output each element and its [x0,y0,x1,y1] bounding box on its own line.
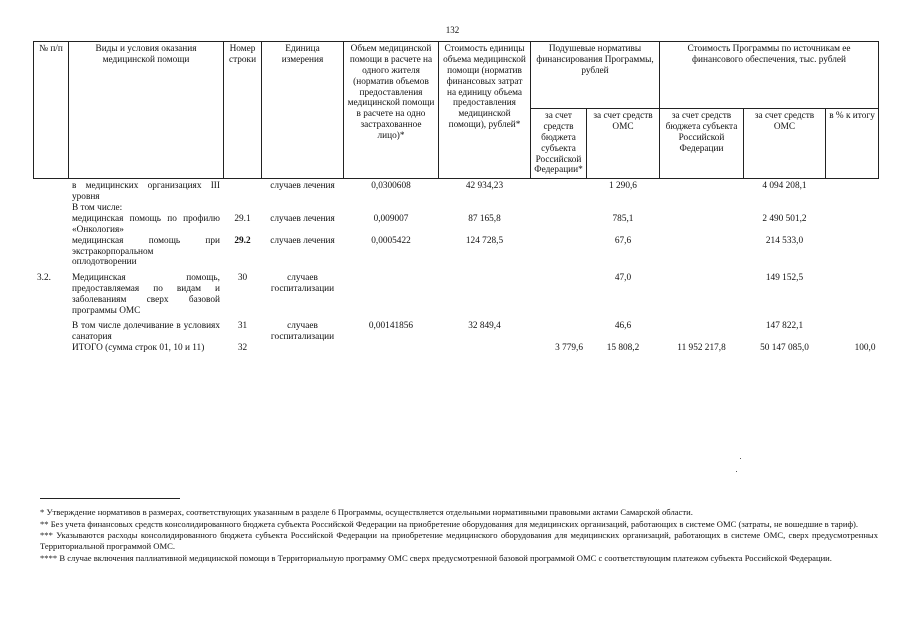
cell-name: Медицинская помощь, предоставляемая по видам и заболеваниям сверх базовой программы ОМС [72,273,220,316]
cell-pc-budget [531,317,587,343]
cell-name: ИТОГО (сумма строк 01, 10 и 11) [72,342,205,353]
header-percapita-group: Подушевые нормативы финансирования Программы, рублей [531,42,660,109]
cell-volume [344,203,439,214]
cell-pct: 100,0 [854,342,876,353]
cell-pc-oms: 46,6 [614,320,632,331]
cell-volume: 0,0300608 [371,181,411,192]
scan-speck [736,471,737,472]
cell-pc-oms: 47,0 [614,273,632,284]
cell-c-oms: 214 533,0 [765,235,804,246]
cell-cost [439,268,531,317]
header-percapita-budget: за счет средств бюджета субъекта Российской Федерации* [531,109,587,179]
cell-unit: случаев лечения [270,235,335,246]
cell-cost: 87 165,8 [468,213,501,224]
header-percapita-oms: за счет средств ОМС [587,109,660,179]
table-body [34,179,879,354]
cell-pc-oms [587,203,660,214]
footnotes [40,507,878,565]
cell-pct [826,268,879,317]
scan-speck [740,458,741,459]
cell-c-budget: 11 952 217,8 [677,342,726,353]
cell-unit [262,203,344,214]
cell-c-oms: 149 152,5 [765,273,804,284]
cell-volume: 0,00141856 [368,320,414,331]
cell-pc-oms: 1 290,6 [609,181,637,192]
cell-cost [439,343,531,354]
cell-c-oms: 50 147 085,0 [760,342,809,353]
cell-name: В том числе долечивание в условиях санатория [72,320,220,342]
cell-num [34,236,69,269]
cell-c-budget [660,317,744,343]
cell-pc-oms: 67,6 [614,235,632,246]
cell-c-budget [660,179,744,203]
page-number: 132 [445,25,460,35]
cell-pc-oms: 785,1 [612,213,634,224]
cell-cost: 42 934,23 [465,181,504,192]
table-row [34,214,879,236]
header-cost-group: Стоимость Программы по источникам ее финансового обеспечения, тыс. рублей [660,42,879,109]
cell-name: в медицинских организациях III уровня [72,181,220,203]
table-row [34,236,879,269]
cell-cost: 124 728,5 [465,235,504,246]
cell-line [224,203,262,214]
header-cost-oms: за счет средств ОМС [744,109,826,179]
cell-unit: случаев лечения [270,181,335,192]
cell-pc-budget [531,236,587,269]
cell-c-budget [660,236,744,269]
cell-line: 32 [237,342,248,353]
cell-num [34,203,69,214]
cell-name: медицинская помощь по профилю «Онкология» [72,213,220,235]
cell-line: 29.2 [234,235,251,246]
cell-volume: 0,0005422 [371,235,411,246]
cell-c-budget [660,203,744,214]
cell-name: медицинская помощь при экстракорпоральном оплодотворении [72,235,220,268]
cell-num [34,343,69,354]
cell-unit [262,343,344,354]
table-row [34,268,879,317]
cell-pct [826,317,879,343]
cell-line: 30 [237,273,248,284]
cell-num [34,214,69,236]
cell-pct [826,214,879,236]
table-row [34,203,879,214]
cell-pct [826,236,879,269]
footnote: ** Без учета финансовых средств консолидированного бюджета субъекта Российской Федерации на приобретение оборудования для медицинских организаций, работающих в системе ОМС (затраты, не вошедшие в тариф). [40,518,859,529]
header-line: Номер строки [224,42,262,179]
header-cost-pct: в % к итогу [826,109,879,179]
cell-c-oms: 2 490 501,2 [762,213,807,224]
cell-c-budget [660,214,744,236]
program-cost-table [33,41,879,353]
cell-line [224,179,262,203]
cell-c-budget [660,268,744,317]
cell-pc-budget [531,268,587,317]
header-kind: Виды и условия оказания медицинской помощи [69,42,224,179]
header-cost: Стоимость единицы объема медицинской помощи (норматив финансовых затрат на единицу объема предоставления медицинской помощи), рублей* [439,42,531,179]
cell-volume: 0,009007 [373,213,409,224]
cell-pct [826,203,879,214]
cell-pct [826,179,879,203]
cell-pc-oms: 15 808,2 [606,342,640,353]
footnote: **** В случае включения паллиативной медицинской помощи в Территориальную программу ОМС сверх предусмотренной базовой программой ОМС с соответствующим платежом субъекта Российской Федерации. [40,552,832,563]
table-header [34,42,879,179]
header-num: № п/п [34,42,69,179]
cell-c-oms [744,203,826,214]
cell-c-oms: 4 094 208,1 [762,181,807,192]
cell-name: В том числе: [72,203,123,213]
footnote-divider [40,498,180,499]
cell-num [34,317,69,343]
cell-num: 3.2. [37,273,51,284]
table-row-total [34,343,879,354]
footnote: *** Указываются расходы консолидированного бюджета субъекта Российской Федерации на приобретение медицинского оборудования для медицинских организаций, работающих в системе ОМС, сверх предусмотренных Территориальной программой ОМС. [40,530,878,552]
cell-volume [344,343,439,354]
cell-unit: случаев лечения [270,213,335,224]
cell-cost [439,203,531,214]
footnote: * Утверждение нормативов в размерах, соответствующих указанным в разделе 6 Программы, осуществляется отдельными нормативными правовыми актами Самарской области. [40,507,693,517]
cell-line: 31 [237,320,248,331]
cell-unit: случаев госпитализации [270,320,335,342]
cell-cost: 32 849,4 [468,320,501,331]
cell-pc-budget [531,203,587,214]
cell-num [34,179,69,203]
cell-c-oms: 147 822,1 [765,320,804,331]
cell-line: 29.1 [234,213,251,224]
cell-pc-budget [531,179,587,203]
table-row [34,317,879,343]
table-row [34,179,879,203]
cell-volume [344,268,439,317]
cell-unit: случаев госпитализации [270,273,335,295]
cell-pc-budget [531,214,587,236]
header-cost-budget: за счет средств бюджета субъекта Российской Федерации [660,109,744,179]
cell-pc-budget: 3 779,6 [555,342,583,353]
header-unit: Единица измерения [262,42,344,179]
header-volume: Объем медицинской помощи в расчете на одного жителя (норматив объемов предоставления медицинской помощи в расчете на одно застрахованное лицо)* [344,42,439,179]
